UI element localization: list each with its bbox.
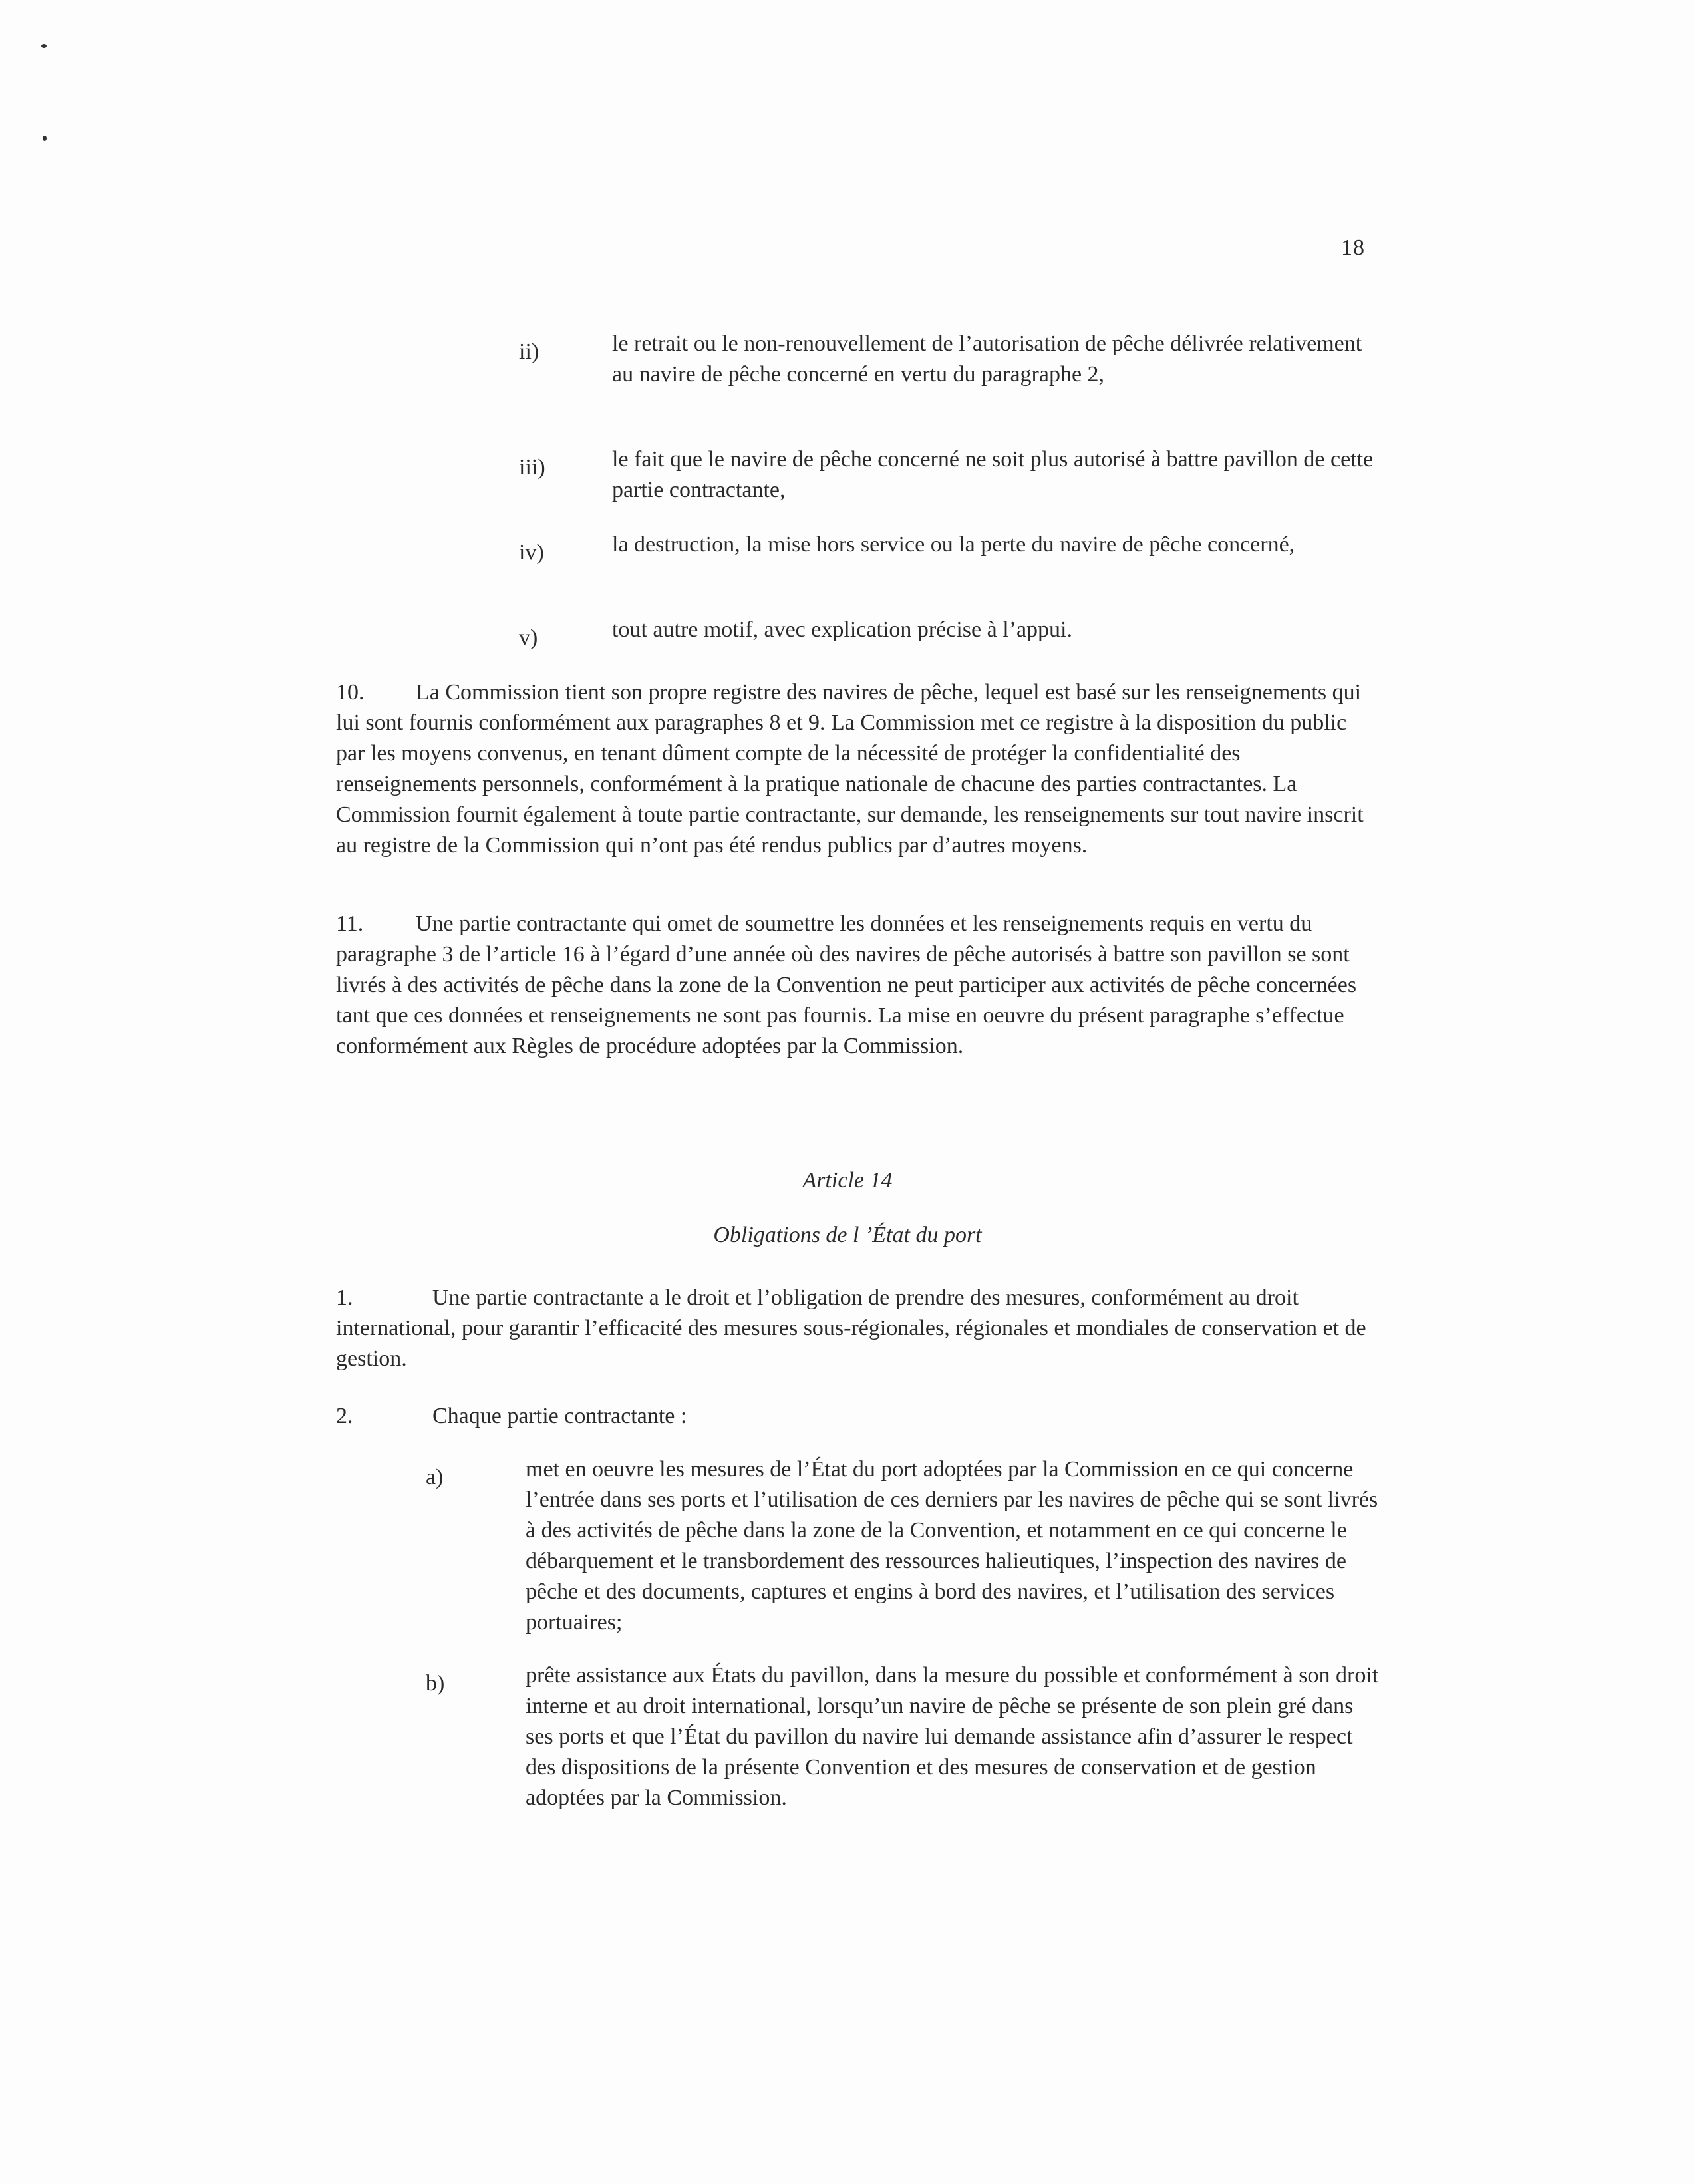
article-title: Article 14 (802, 1168, 893, 1193)
list-item-label: iii) (519, 455, 545, 480)
paragraph-number: 10. (336, 680, 365, 704)
list-item-label: a) (426, 1465, 444, 1489)
paragraph-text: Une partie contractante qui omet de soumettre les données et les renseignements requis en vertu du paragraphe 3 de l’article 16 à l’égard d’une année où des navires de pêche autorisés à battre son pavillon se sont livrés à des activités de pêche dans la zone de la Convention ne peut participer aux activités de pêche concernées tant que ces données et renseignements ne sont pas fournis. La mise en oeuvre du présent paragraphe s’effectue conformément aux Règles de procédure adoptées par la Commission. (336, 911, 1357, 1058)
article-subtitle: Obligations de l ’État du port (713, 1223, 982, 1247)
list-item-text: met en oeuvre les mesures de l’État du port adoptées par la Commission en ce qui concerne l’entrée dans ses ports et l’utilisation de ces derniers par les navires de pêche qui se sont livrés à des activités de pêche dans la zone de la Convention, et notamment en ce qui concerne le débarquement et le transbordement des ressources halieutiques, l’inspection des navires de pêche et des documents, captures et engins à bord des navires, et l’utilisation des services portuaires; (526, 1457, 1378, 1635)
list-item-text: tout autre motif, avec explication précise à l’appui. (612, 617, 1073, 642)
list-item-text: prête assistance aux États du pavillon, dans la mesure du possible et conformément à son droit interne et au droit international, lorsqu’un navire de pêche se présente de son plein gré dans ses ports et que l’État du pavillon du navire lui demande assistance afin d’assurer le respect des dispositions de la présente Convention et des mesures de conservation et de gestion adoptées par la Commission. (526, 1663, 1379, 1810)
paragraph-number: 1. (336, 1285, 353, 1310)
list-item-text: la destruction, la mise hors service ou la perte du navire de pêche concerné, (612, 532, 1295, 557)
scan-speck (41, 44, 47, 48)
paragraph (336, 909, 1374, 1062)
paragraph (336, 677, 1374, 861)
paragraph-text: Une partie contractante a le droit et l’obligation de prendre des mesures, conformément au droit international, pour garantir l’efficacité des mesures sous-régionales, régionales et mondiales de conservation et de gestion. (336, 1285, 1366, 1371)
paragraph (336, 1401, 1374, 1432)
paragraph (336, 1283, 1374, 1374)
list-item-label: v) (519, 625, 538, 650)
list-item-label: b) (426, 1671, 445, 1696)
paragraph-text: Chaque partie contractante : (432, 1404, 687, 1428)
paragraph-text: La Commission tient son propre registre des navires de pêche, lequel est basé sur les renseignements qui lui sont fournis conformément aux paragraphes 8 et 9. La Commission met ce registre à la disposition du public par les moyens convenus, en tenant dûment compte de la nécessité de protéger la confidentialité des renseignements personnels, conformément à la pratique nationale de chacune des parties contractantes. La Commission fournit également à toute partie contractante, sur demande, les renseignements sur tout navire inscrit au registre de la Commission qui n’ont pas été rendus publics par d’autres moyens. (336, 680, 1364, 858)
list-item-text: le retrait ou le non-renouvellement de l’autorisation de pêche délivrée relativement au navire de pêche concerné en vertu du paragraphe 2, (612, 331, 1362, 387)
paragraph-number: 2. (336, 1404, 353, 1428)
paragraph-number: 11. (336, 911, 364, 936)
list-item-text: le fait que le navire de pêche concerné ne soit plus autorisé à battre pavillon de cette partie contractante, (612, 447, 1374, 502)
scan-speck (43, 136, 47, 141)
list-item-label: ii) (519, 339, 539, 364)
list-item-label: iv) (519, 540, 544, 565)
page-number: 18 (1341, 235, 1365, 260)
